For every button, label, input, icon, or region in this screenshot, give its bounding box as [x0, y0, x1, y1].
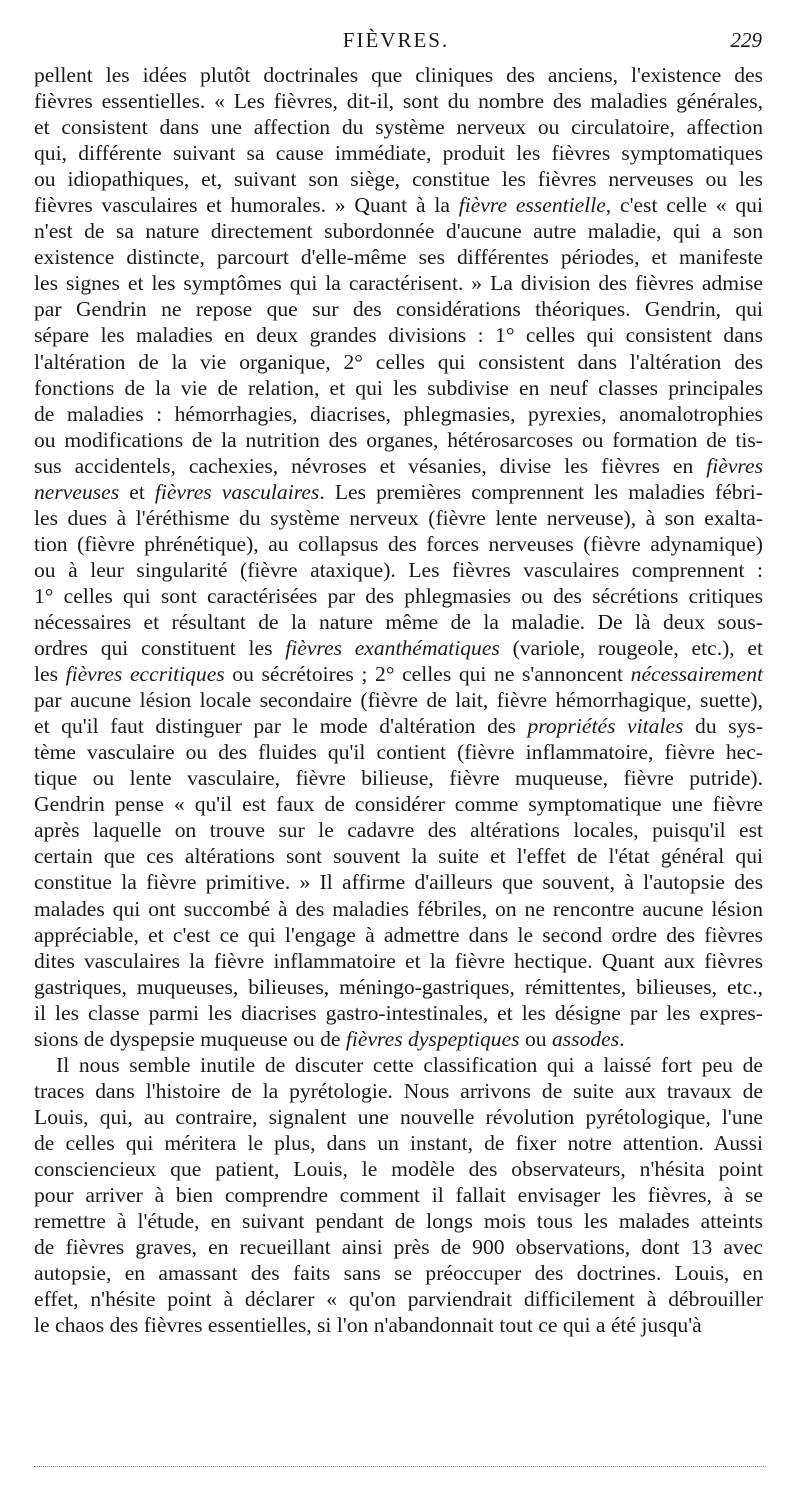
text-segment: sépare les maladies en deux grandes divisions : 1° celles qui consistent dans — [34, 323, 763, 348]
text-segment: les — [34, 662, 66, 687]
text-line — [34, 296, 763, 322]
text-line — [34, 817, 763, 843]
text-line — [34, 349, 763, 375]
text-segment: gastriques, muqueuses, bilieuses, méningo-gastriques, rémittentes, bilieuses, etc., — [34, 974, 763, 999]
text-line — [34, 896, 763, 922]
text-line — [34, 140, 763, 166]
text-segment: 1° celles qui sont caractérisées par des phlegmasies ou des sécrétions critiques — [34, 583, 763, 608]
text-segment: certain que ces altérations sont souvent la suite et l'effet de l'état général qui — [34, 844, 763, 869]
text-line — [34, 869, 763, 895]
text-line — [34, 62, 763, 88]
text-line — [34, 1312, 763, 1338]
text-line — [34, 192, 763, 218]
italic-segment: nerveuses — [34, 479, 120, 504]
text-line — [34, 1052, 763, 1078]
text-line — [34, 661, 763, 687]
text-line — [34, 1078, 763, 1104]
bottom-rule — [34, 1466, 764, 1467]
text-line — [34, 1208, 763, 1234]
text-line — [34, 505, 763, 531]
text-line — [34, 244, 763, 270]
italic-segment: propriétés vitales — [527, 714, 684, 739]
text-segment: l'altération de la vie organique, 2° celles qui consistent dans l'altération des — [34, 349, 763, 374]
text-segment: sions de dyspepsie muqueuse ou de — [34, 1026, 346, 1051]
text-line — [34, 114, 763, 140]
text-segment: . Les premières comprennent les maladies fébri- — [319, 479, 763, 504]
text-line — [34, 1156, 763, 1182]
text-segment: remettre à l'étude, en suivant pendant de longs mois tous les malades atteints — [34, 1209, 763, 1234]
text-segment: ou idiopathiques, et, suivant son siège, constitue les fièvres nerveuses ou les — [34, 167, 763, 192]
text-line — [34, 948, 763, 974]
text-line — [34, 270, 763, 296]
text-line — [34, 88, 763, 114]
text-segment: Il nous semble inutile de discuter cette classification qui a laissé fort peu de — [56, 1052, 763, 1077]
text-line — [34, 1000, 763, 1026]
text-segment: tique ou lente vasculaire, fièvre bilieuse, fièvre muqueuse, fièvre putride). — [34, 766, 763, 791]
text-segment: fièvres vasculaires et humorales. » Quant à la — [34, 193, 459, 218]
text-segment: n'est de sa nature directement subordonnée d'aucune autre maladie, qui a son — [34, 219, 763, 244]
text-segment: Gendrin pense « qu'il est faux de considérer comme symptomatique une fièvre — [34, 792, 763, 817]
text-line — [34, 713, 763, 739]
text-segment: traces dans l'histoire de la pyrétologie. Nous arrivons de suite aux travaux de — [34, 1078, 763, 1103]
text-line — [34, 1182, 763, 1208]
text-line — [34, 401, 763, 427]
text-segment: pour arriver à bien comprendre comment il fallait envisager les fièvres, à se — [34, 1183, 763, 1208]
text-segment: autopsie, en amassant des faits sans se préoccuper des doctrines. Louis, en — [34, 1261, 763, 1286]
text-line — [34, 791, 763, 817]
text-line — [34, 453, 763, 479]
text-segment: fièvres essentielles. « Les fièvres, dit-il, sont du nombre des maladies générales, — [34, 89, 763, 114]
text-segment: il les classe parmi les diacrises gastro-intestinales, et les désigne par les expres- — [34, 1000, 763, 1025]
italic-segment: fièvres vasculaires — [154, 479, 320, 504]
text-line — [34, 1026, 763, 1052]
text-segment: appréciable, et c'est ce qui l'engage à admettre dans le second ordre des fièvres — [34, 922, 763, 947]
text-segment: par Gendrin ne repose que sur des considérations théoriques. Gendrin, qui — [34, 297, 763, 322]
text-line — [34, 974, 763, 1000]
text-line — [34, 1234, 763, 1260]
running-header — [30, 28, 762, 58]
text-segment: de celles qui méritera le plus, dans un instant, de fixer notre attention. Aussi — [34, 1130, 763, 1155]
text-line — [34, 922, 763, 948]
text-segment: par aucune lésion locale secondaire (fièvre de lait, fièvre hémorrhagique, suette), — [34, 688, 763, 713]
text-segment: ordres qui constituent les — [34, 636, 286, 661]
text-segment: (variole, rougeole, etc.), et — [499, 636, 763, 661]
text-segment: qui, différente suivant sa cause immédiate, produit les fièvres symptomatiques — [34, 141, 763, 166]
text-segment: fonctions de la vie de relation, et qui les subdivise en neuf classes principales — [34, 375, 763, 400]
text-segment: dites vasculaires la fièvre inflammatoire et la fièvre hectique. Quant aux fièvres — [34, 948, 763, 973]
text-line — [34, 687, 763, 713]
text-line — [34, 322, 763, 348]
text-line — [34, 765, 763, 791]
italic-segment: assodes — [551, 1026, 620, 1051]
text-segment: . — [619, 1026, 625, 1051]
text-segment: sus accidentels, cachexies, névroses et vésanies, divise les fièvres en — [34, 453, 707, 478]
text-segment: ou modifications de la nutrition des organes, hétérosarcoses ou formation de tis- — [34, 427, 763, 452]
text-segment: constitue la fièvre primitive. » Il affirme d'ailleurs que souvent, à l'autopsie des — [34, 870, 763, 895]
text-segment: du sys- — [683, 714, 764, 739]
text-line — [34, 1104, 763, 1130]
text-line — [34, 739, 763, 765]
text-segment: tème vasculaire ou des fluides qu'il contient (fièvre inflammatoire, fièvre hec- — [34, 740, 763, 765]
text-segment: consciencieux que patient, Louis, le modèle des observateurs, n'hésita point — [34, 1156, 763, 1181]
text-segment: ou à leur singularité (fièvre ataxique). Les fièvres vasculaires comprennent : — [34, 557, 763, 582]
text-segment: ou sécrétoires ; 2° celles qui ne s'annoncent — [224, 662, 631, 687]
text-segment: nécessaires et résultant de la nature même de la maladie. De là deux sous- — [34, 609, 763, 634]
italic-segment: fièvres dyspeptiques — [345, 1026, 520, 1051]
italic-segment: fièvres eccritiques — [65, 662, 225, 687]
italic-segment: fièvres — [706, 453, 763, 478]
text-line — [34, 609, 763, 635]
text-line — [34, 531, 763, 557]
text-segment: les dues à l'éréthisme du système nerveux (fièvre lente nerveuse), à son exalta- — [34, 505, 763, 530]
text-segment: de maladies : hémorrhagies, diacrises, phlegmasies, pyrexies, anomalotrophies — [34, 401, 763, 426]
text-line — [34, 166, 763, 192]
text-segment: effet, n'hésite point à déclarer « qu'on parviendrait difficilement à débrouiller — [34, 1287, 763, 1312]
text-line — [34, 1130, 763, 1156]
body-text — [34, 62, 763, 1338]
text-segment: les signes et les symptômes qui la caractérisent. » La division des fièvres admise — [34, 271, 763, 296]
text-line — [34, 1260, 763, 1286]
text-segment: Louis, qui, au contraire, signalent une nouvelle révolution pyrétologique, l'une — [34, 1104, 763, 1129]
text-line — [34, 583, 763, 609]
text-segment: ou — [519, 1026, 552, 1051]
text-line — [34, 557, 763, 583]
text-segment: existence distincte, parcourt d'elle-même ses différentes périodes, et manifeste — [34, 245, 763, 270]
italic-segment: fièvres exanthématiques — [285, 636, 500, 661]
text-line — [34, 479, 763, 505]
text-segment: , c'est celle « qui — [605, 193, 763, 218]
text-line — [34, 427, 763, 453]
text-line — [34, 375, 763, 401]
text-line — [34, 218, 763, 244]
text-line — [34, 635, 763, 661]
text-segment: et — [119, 479, 155, 504]
text-segment: de fièvres graves, en recueillant ainsi près de 900 observations, dont 13 avec — [34, 1235, 763, 1260]
text-segment: le chaos des fièvres essentielles, si l'on n'abandonnait tout ce qui a été jusqu'à — [34, 1313, 702, 1338]
text-segment: et consistent dans une affection du système nerveux ou circulatoire, affection — [34, 115, 763, 140]
italic-segment: fièvre essentielle — [458, 193, 606, 218]
text-segment: tion (fièvre phrénétique), au collapsus des forces nerveuses (fièvre adynamique) — [34, 531, 763, 556]
text-line — [34, 1286, 763, 1312]
running-title: FIÈVRES. — [342, 28, 450, 52]
text-segment: après laquelle on trouve sur le cadavre des altérations locales, puisqu'il est — [34, 818, 763, 843]
italic-segment: nécessairement — [630, 662, 763, 687]
text-segment: malades qui ont succombé à des maladies fébriles, on ne rencontre aucune lésion — [34, 896, 763, 921]
page-number: 229 — [730, 28, 762, 52]
text-segment: pellent les idées plutôt doctrinales que cliniques des anciens, l'existence des — [34, 63, 763, 87]
text-segment: et qu'il faut distinguer par le mode d'altération des — [34, 714, 528, 739]
text-line — [34, 843, 763, 869]
